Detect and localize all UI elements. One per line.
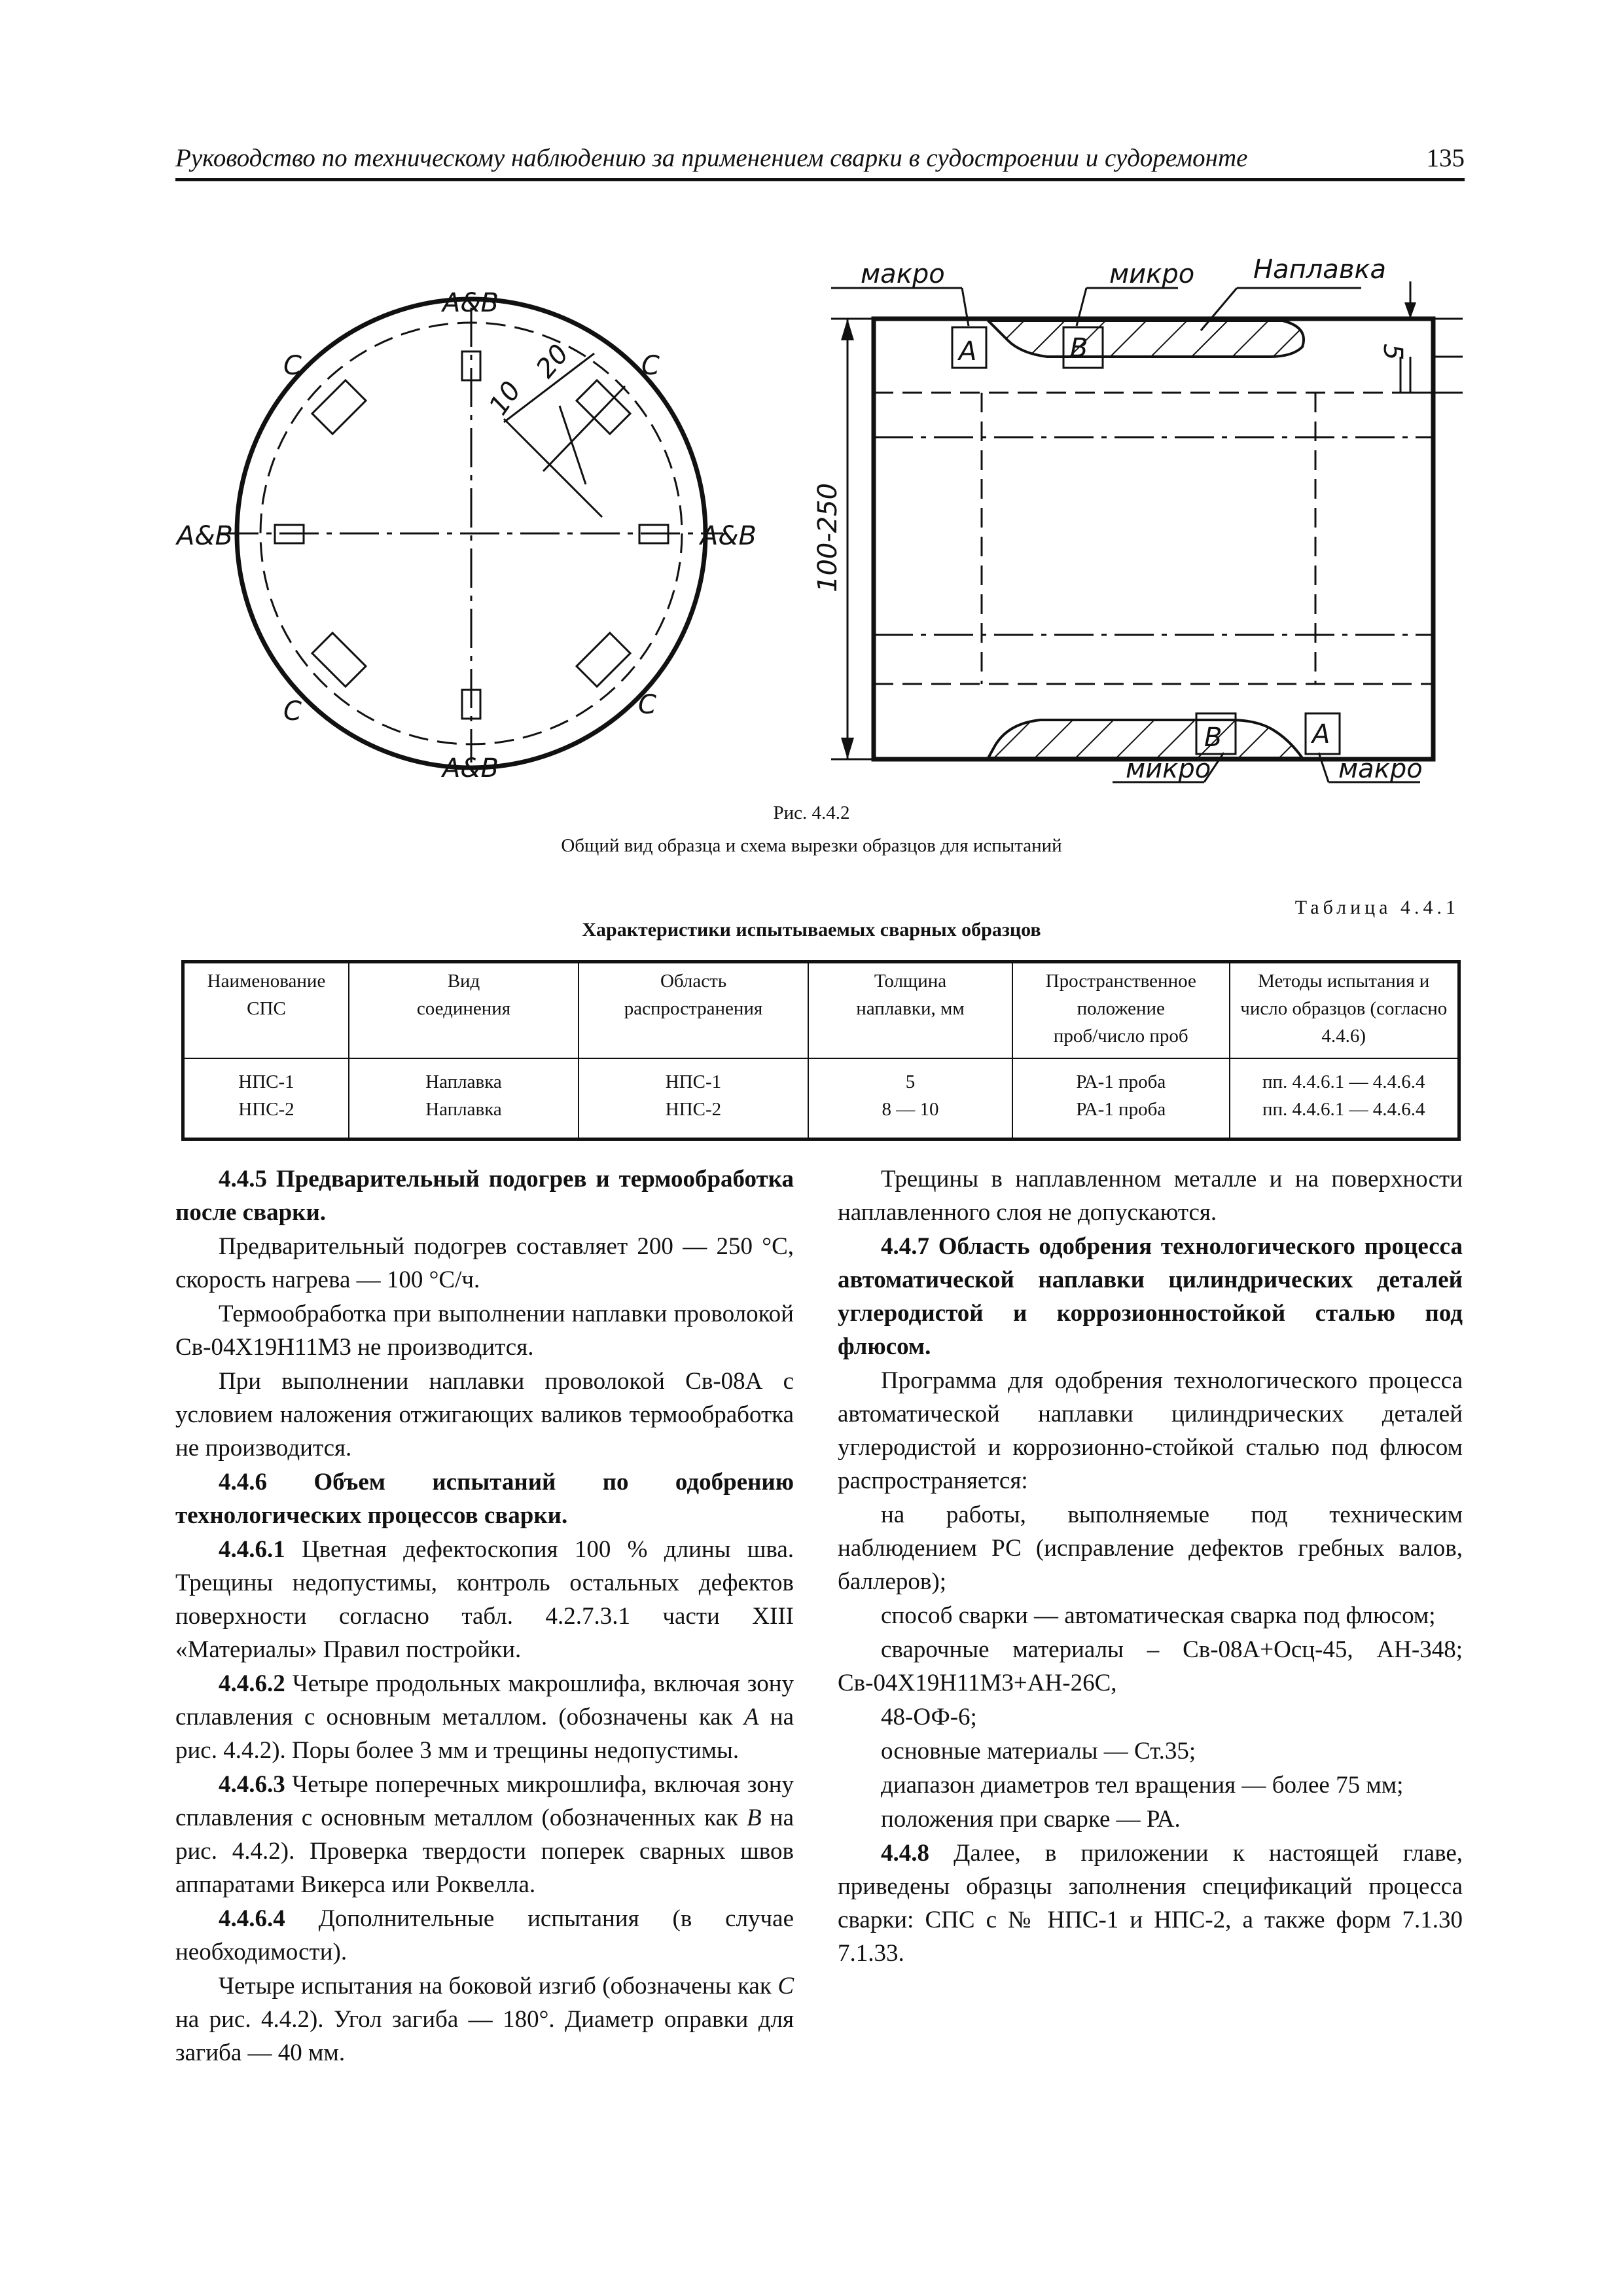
- cylinder-outline: [874, 319, 1433, 759]
- label-c-tr: C: [641, 351, 660, 381]
- paragraph: 48-ОФ-6;: [881, 1704, 977, 1731]
- label-macro-bottom: макро: [1338, 754, 1423, 784]
- label-ab-bottom: A&B: [442, 753, 499, 783]
- label-b-top: B: [1070, 333, 1088, 363]
- label-height: 100-250: [813, 482, 843, 592]
- table-cell: РА-1 проба РА-1 проба: [1012, 1058, 1230, 1139]
- specimen-c-tl: [312, 380, 366, 434]
- heading-4-4-5: 4.4.5 Предварительный подогрев и термообработка после сварки.: [175, 1166, 794, 1226]
- table-cell: Наплавка Наплавка: [349, 1058, 579, 1139]
- label-a-bottom: A: [1312, 719, 1330, 749]
- label-a-top: A: [959, 336, 977, 367]
- label-c-br: C: [638, 690, 656, 720]
- spec-table: [181, 960, 1461, 1141]
- paragraph: на работы, выполняемые под техническим наблюдением РС (исправление дефектов гребных валов, баллеров);: [838, 1501, 1463, 1595]
- right-column: [838, 1162, 1463, 1971]
- heading-4-4-7: 4.4.7 Область одобрения технологического процесса автоматической наплавки цилиндрических деталей углеродистой и коррозионностойкой сталью под флюсом.: [838, 1233, 1463, 1360]
- label-ab-top: A&B: [442, 288, 499, 318]
- paragraph-4-4-6-3: 4.4.6.3 Четыре поперечных микрошлифа, включая зону сплавления с основным металлом (обозначенных как В на рис. 4.4.2). Проверка твердости поперек сварных швов аппаратами Викерса или Роквелла.: [175, 1771, 794, 1898]
- figure-caption-number: Рис. 4.4.2: [773, 802, 850, 823]
- label-dim-20: 20: [530, 338, 575, 384]
- table-cell: пп. 4.4.6.1 — 4.4.6.4 пп. 4.4.6.1 — 4.4.6.4: [1230, 1058, 1459, 1139]
- paragraph-4-4-6-2: 4.4.6.2 Четыре продольных макрошлифа, включая зону сплавления с основным металлом. (обозначены как А на рис. 4.4.2). Поры более 3 мм и трещины недопустимы.: [175, 1670, 794, 1764]
- specimen-c-br: [577, 633, 630, 687]
- label-b-bottom: B: [1204, 723, 1222, 753]
- heading-4-4-6: 4.4.6 Объем испытаний по одобрению технологических процессов сварки.: [175, 1469, 794, 1529]
- running-title: Руководство по техническому наблюдению за применением сварки в судостроении и судоремонте: [175, 144, 1248, 172]
- label-dim-10: 10: [483, 376, 527, 421]
- table-cell: 5 8 — 10: [808, 1058, 1012, 1139]
- paragraph: При выполнении наплавки проволокой Св-08А с условием наложения отжигающих валиков термообработка не производится.: [175, 1368, 794, 1462]
- header-cell: Вид соединения: [349, 962, 579, 1059]
- overlay-bottom: [988, 720, 1302, 758]
- label-ab-right: A&B: [700, 521, 757, 551]
- label-overlay: Наплавка: [1253, 255, 1387, 285]
- paragraph: Термообработка при выполнении наплавки проволокой Св-04Х19Н11М3 не производится.: [175, 1300, 794, 1361]
- label-dim-5: 5: [1378, 344, 1408, 361]
- table-title: Характеристики испытываемых сварных образцов: [582, 919, 1041, 941]
- paragraph-bend: Четыре испытания на боковой изгиб (обозначены как С на рис. 4.4.2). Угол загиба — 180°. Диаметр оправки для загиба — 40 мм.: [175, 1973, 794, 2066]
- figure-4-4-2: [0, 0, 1623, 805]
- specimen-c-bl: [312, 633, 366, 687]
- paragraph: диапазон диаметров тел вращения — более 75 мм;: [881, 1772, 1404, 1799]
- paragraph-4-4-8: 4.4.8 Далее, в приложении к настоящей главе, приведены образцы заполнения спецификаций процесса сварки: СПС с № НПС-1 и НПС-2, а также форм 7.1.30 7.1.33.: [838, 1840, 1463, 1967]
- longitudinal-view: [831, 281, 1463, 782]
- overlay-top: [988, 321, 1304, 357]
- table-row: [183, 1058, 1459, 1139]
- figure-caption-text: Общий вид образца и схема вырезки образцов для испытаний: [561, 835, 1062, 856]
- paragraph-4-4-6-1: 4.4.6.1 Цветная дефектоскопия 100 % длины шва. Трещины недопустимы, контроль остальных дефектов поверхности согласно табл. 4.2.7.3.1 части XIII «Материалы» Правил постройки.: [175, 1536, 794, 1663]
- circle-labels: [175, 288, 757, 783]
- table-cell: НПС-1 НПС-2: [183, 1058, 349, 1139]
- paragraph: способ сварки — автоматическая сварка под флюсом;: [881, 1602, 1436, 1629]
- paragraph: основные материалы — Ст.35;: [881, 1738, 1196, 1765]
- header-cell: Наименование СПС: [183, 962, 349, 1059]
- table-number: Таблица 4.4.1: [1294, 897, 1459, 918]
- paragraph: Трещины в наплавленном металле и на поверхности наплавленного слоя не допускаются.: [838, 1166, 1463, 1226]
- paragraph-4-4-6-4: 4.4.6.4 Дополнительные испытания (в случае необходимости).: [175, 1905, 794, 1965]
- header-cell: Пространственное положение проб/число проб: [1012, 962, 1230, 1059]
- label-micro-top: микро: [1109, 259, 1195, 289]
- paragraph: Предварительный подогрев составляет 200 — 250 °С, скорость нагрева — 100 °С/ч.: [175, 1233, 794, 1293]
- left-column: [175, 1162, 794, 2070]
- label-c-tl: C: [283, 351, 302, 381]
- label-ab-left: A&B: [177, 521, 233, 551]
- paragraph: Программа для одобрения технологического процесса автоматической наплавки цилиндрических деталей углеродистой и коррозионно-стойкой сталью под флюсом распространяется:: [838, 1367, 1463, 1494]
- label-micro-bottom: микро: [1126, 754, 1211, 784]
- table-header-row: [183, 962, 1459, 1059]
- label-c-bl: C: [283, 696, 302, 726]
- label-macro-top: макро: [861, 259, 945, 289]
- header-cell: Методы испытания и число образцов (согласно 4.4.6): [1230, 962, 1459, 1059]
- header-cell: Толщина наплавки, мм: [808, 962, 1012, 1059]
- paragraph: положения при сварке — РА.: [881, 1806, 1181, 1833]
- table-cell: НПС-1 НПС-2: [579, 1058, 808, 1139]
- page-number: 135: [1426, 144, 1465, 172]
- header-cell: Область распространения: [579, 962, 808, 1059]
- paragraph: сварочные материалы – Св-08А+Осц-45, АН-348; Св-04Х19Н11М3+АН-26С,: [838, 1636, 1463, 1696]
